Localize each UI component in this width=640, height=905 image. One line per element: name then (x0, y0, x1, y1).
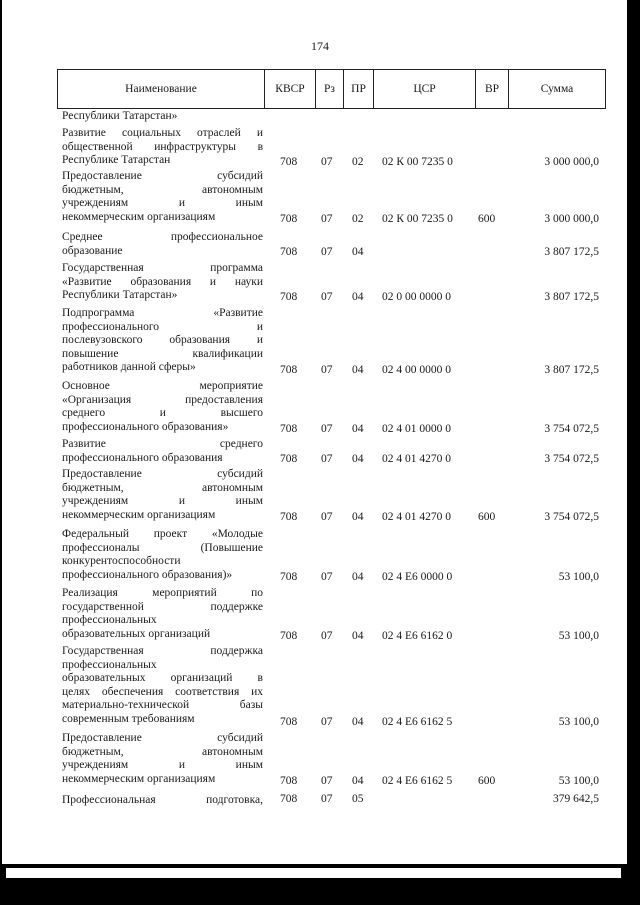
name-line: Федеральный проект «Молодые (62, 528, 263, 540)
cell-rz: 07 (321, 364, 333, 376)
name-line: учреждениям и иным (62, 197, 263, 210)
name-line: некоммерческим организациям (62, 210, 216, 223)
name-line: Государственная программа (62, 262, 263, 274)
name-line: целях обеспечения соответствия их (62, 685, 263, 698)
cell-rz: 07 (321, 423, 333, 435)
cell-kvsr: 708 (280, 246, 298, 258)
cell-name (62, 528, 263, 582)
cell-csr: 02 4 Е6 6162 5 (382, 775, 453, 787)
name-line: работников данной сферы» (62, 361, 196, 374)
cell-sum: 3 807 172,5 (544, 246, 599, 258)
header-csr: ЦСР (374, 70, 476, 108)
cell-rz: 07 (321, 213, 333, 225)
cell-pr: 04 (352, 453, 364, 465)
cell-name (62, 645, 263, 727)
cell-name (62, 110, 263, 124)
cell-csr: 02 4 Е6 6162 5 (382, 716, 453, 728)
table-row (0, 468, 640, 524)
name-line: Республики Татарстан» (62, 110, 178, 122)
cell-csr: 02 4 Е6 0000 0 (382, 571, 453, 583)
table-row (0, 732, 640, 788)
table-row (0, 262, 640, 304)
scan-border-bottom-gap (6, 868, 621, 878)
cell-kvsr: 708 (280, 156, 298, 168)
cell-rz: 07 (321, 246, 333, 258)
cell-name (62, 468, 263, 522)
name-line: среднего и высшего (62, 407, 263, 420)
cell-kvsr: 708 (280, 793, 298, 805)
cell-csr: 02 4 01 4270 0 (382, 511, 451, 523)
page-number: 174 (311, 39, 329, 53)
cell-name (62, 438, 263, 465)
cell-kvsr: 708 (280, 630, 298, 642)
name-line: материально-технической базы (62, 699, 263, 712)
name-line: профессионального образования» (62, 420, 229, 433)
name-line: Реализация мероприятий по (62, 587, 263, 599)
cell-vr: 600 (478, 775, 496, 787)
cell-kvsr: 708 (280, 571, 298, 583)
table-row-last (0, 794, 640, 808)
cell-csr: 02 0 00 0000 0 (382, 291, 451, 303)
name-line: Развитие среднего (62, 438, 263, 450)
cell-kvsr: 708 (280, 511, 298, 523)
cell-sum: 3 000 000,0 (544, 213, 599, 225)
table-row (0, 110, 640, 124)
header-rz: Рз (316, 70, 344, 108)
cell-kvsr: 708 (280, 423, 298, 435)
name-line: Основное мероприятие (62, 380, 263, 392)
table-row (0, 528, 640, 584)
cell-rz: 07 (321, 571, 333, 583)
name-line: «Развитие образования и науки (62, 275, 263, 288)
table-row (0, 307, 640, 377)
name-line: некоммерческим организациям (62, 508, 216, 521)
cell-pr: 02 (352, 156, 364, 168)
cell-sum: 53 100,0 (558, 571, 599, 583)
cell-name (62, 231, 263, 258)
cell-csr: 02 4 01 4270 0 (382, 453, 451, 465)
header-pr: ПР (344, 70, 374, 108)
cell-rz: 07 (321, 716, 333, 728)
name-line: бюджетным, автономным (62, 745, 263, 758)
name-line: повышение квалификации (62, 347, 263, 360)
cell-sum: 3 754 072,5 (544, 423, 599, 435)
cell-csr: 02 4 Е6 6162 0 (382, 630, 453, 642)
cell-name (62, 307, 263, 375)
cell-vr: 600 (478, 213, 496, 225)
cell-pr: 04 (352, 775, 364, 787)
name-line: Республики Татарстан» (62, 289, 178, 302)
name-line: Республике Татарстан (62, 154, 171, 167)
cell-name (62, 380, 263, 434)
name-line: «Организация предоставления (62, 393, 263, 406)
cell-name (62, 262, 263, 303)
cell-name (62, 732, 263, 786)
cell-vr: 600 (478, 511, 496, 523)
cell-kvsr: 708 (280, 364, 298, 376)
header-kvsr: КВСР (265, 70, 316, 108)
cell-pr: 04 (352, 291, 364, 303)
cell-pr: 04 (352, 423, 364, 435)
table-row (0, 645, 640, 729)
cell-pr: 04 (352, 246, 364, 258)
cell-rz: 07 (321, 775, 333, 787)
cell-pr: 04 (352, 571, 364, 583)
cell-csr: 02 4 00 0000 0 (382, 364, 451, 376)
cell-sum: 53 100,0 (558, 716, 599, 728)
cell-kvsr: 708 (280, 213, 298, 225)
name-line: учреждениям и иным (62, 495, 263, 508)
name-line: Среднее профессиональное (62, 231, 263, 243)
cell-sum: 3 807 172,5 (544, 291, 599, 303)
cell-kvsr: 708 (280, 716, 298, 728)
name-line: профессиональных (62, 658, 157, 671)
cell-pr: 02 (352, 213, 364, 225)
cell-pr: 05 (352, 793, 364, 805)
cell-csr: 02 К 00 7235 0 (382, 213, 453, 225)
name-line: бюджетным, автономным (62, 481, 263, 494)
cell-pr: 04 (352, 364, 364, 376)
name-line: Подпрограмма «Развитие (62, 307, 263, 319)
cell-sum: 53 100,0 (558, 630, 599, 642)
table-row (0, 380, 640, 436)
cell-sum: 3 000 000,0 (544, 156, 599, 168)
cell-sum: 3 754 072,5 (544, 511, 599, 523)
name-line: послевузовского образования и (62, 334, 263, 347)
header-vr: ВР (476, 70, 509, 108)
cell-sum: 3 807 172,5 (544, 364, 599, 376)
name-line: конкурентоспособности (62, 555, 181, 568)
table-row (0, 438, 640, 466)
cell-name: Профессиональная подготовка, (62, 794, 263, 806)
header-name: Наименование (58, 70, 265, 108)
cell-name (62, 127, 263, 168)
cell-rz: 07 (321, 156, 333, 168)
name-line: Предоставление субсидий (62, 170, 263, 182)
name-line: профессионального образования)» (62, 568, 233, 581)
table-row (0, 127, 640, 169)
cell-rz: 07 (321, 793, 333, 805)
cell-rz: 07 (321, 630, 333, 642)
name-line: образовательных организаций в (62, 672, 263, 685)
name-line: общественной инфраструктуры в (62, 140, 263, 153)
cell-rz: 07 (321, 453, 333, 465)
name-line: Предоставление субсидий (62, 468, 263, 480)
name-line: профессионалы (Повышение (62, 541, 263, 554)
name-line: образование (62, 244, 123, 257)
table-row (0, 170, 640, 226)
name-line: учреждениям и иным (62, 759, 263, 772)
name-line: бюджетным, автономным (62, 183, 263, 196)
cell-kvsr: 708 (280, 775, 298, 787)
header-sum: Сумма (540, 83, 574, 95)
name-line: Предоставление субсидий (62, 732, 263, 744)
cell-kvsr: 708 (280, 453, 298, 465)
cell-sum: 3 754 072,5 (544, 453, 599, 465)
cell-name (62, 170, 263, 224)
name-line: образовательных организаций (62, 627, 211, 640)
table-header (57, 69, 606, 109)
cell-name (62, 587, 263, 641)
cell-pr: 04 (352, 511, 364, 523)
name-line: профессионального и (62, 320, 263, 333)
cell-pr: 04 (352, 630, 364, 642)
name-line: профессионального образования (62, 451, 223, 464)
table-row (0, 231, 640, 259)
cell-csr: 02 4 01 0000 0 (382, 423, 451, 435)
name-line: Развитие социальных отраслей и (62, 127, 263, 139)
cell-pr: 04 (352, 716, 364, 728)
cell-rz: 07 (321, 511, 333, 523)
cell-csr: 02 К 00 7235 0 (382, 156, 453, 168)
name-line: современным требованиям (62, 712, 195, 725)
cell-sum: 379 642,5 (553, 793, 599, 805)
name-line: государственной поддержке (62, 600, 263, 613)
cell-kvsr: 708 (280, 291, 298, 303)
name-line: Государственная поддержка (62, 645, 263, 657)
table-row (0, 587, 640, 643)
cell-sum: 53 100,0 (558, 775, 599, 787)
name-line: профессиональных (62, 614, 157, 627)
cell-rz: 07 (321, 291, 333, 303)
name-line: некоммерческим организациям (62, 772, 216, 785)
